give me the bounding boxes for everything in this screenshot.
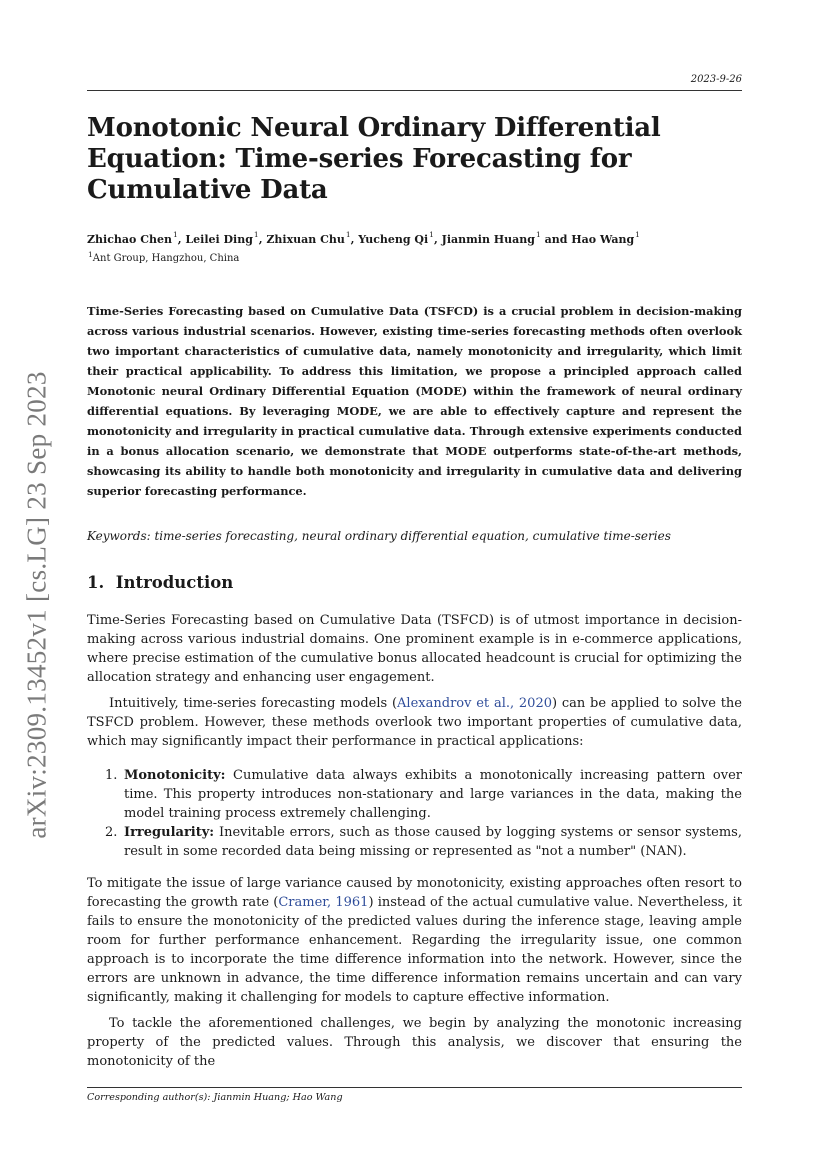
paper-page <box>87 0 742 1171</box>
paragraph: To mitigate the issue of large variance caused by monotonicity, existing approaches often resort to forecasting the growth rate (Cramer, 1961) instead of the actual cumulative value. Nevertheless, it fails to ensure the monotonicity of the predicted values during the inference stage, leaving ample room for further performance enhancement. Regarding the irregularity issue, one common approach is to incorporate the time difference information into the network. However, since the errors are unknown in advance, the time difference information remains uncertain and can vary significantly, making it challenging for models to capture effective information. <box>87 876 742 1005</box>
keywords: Keywords: time-series forecasting, neural ordinary differential equation, cumulative time-series <box>87 529 671 543</box>
author-list <box>87 230 640 246</box>
author: Zhichao Chen$^1$, <box>87 230 186 246</box>
abstract: Time-Series Forecasting based on Cumulative Data (TSFCD) is a crucial problem in decision-making across various industrial scenarios. However, existing time-series forecasting methods often overlook two important characteristics of cumulative data, namely monotonicity and irregularity, which limit their practical applicability. To address this limitation, we propose a principled approach called Monotonic neural Ordinary Differential Equation (MODE) within the framework of neural ordinary differential equations. By leveraging MODE, we are able to effectively capture and represent the monotonicity and irregularity in practical cumulative data. Through extensive experiments conducted in a bonus allocation scenario, we demonstrate that MODE outperforms state-of-the-art methods, showcasing its ability to handle both monotonicity and irregularity in cumulative data and delivering superior forecasting performance. <box>87 304 742 498</box>
section-heading: 1. Introduction <box>87 573 234 592</box>
citation-link[interactable]: Cramer, 1961 <box>278 895 369 910</box>
paragraph: Intuitively, time-series forecasting models (Alexandrov et al., 2020) can be applied to solve the TSFCD problem. However, these methods overlook two important properties of cumulative data, which may significantly impact their performance in practical applications: <box>87 696 742 749</box>
header-date: 2023-9-26 <box>690 74 742 85</box>
header-rule <box>87 90 742 91</box>
paragraph: To tackle the aforementioned challenges, we begin by analyzing the monotonic increasing property of the predicted values. Through this analysis, we discover that ensuring the monotonicity of the <box>87 1016 742 1069</box>
footnote-rule <box>87 1087 742 1088</box>
paragraph: Time-Series Forecasting based on Cumulative Data (TSFCD) is of utmost importance in decision-making across various industrial domains. One prominent example is in e-commerce applications, where precise estimation of the cumulative bonus allocated headcount is crucial for optimizing the allocation strategy and enhancing user engagement. <box>87 613 742 685</box>
author: Hao Wang$^1$ <box>571 230 640 246</box>
author: Zhixuan Chu$^1$, <box>266 230 359 246</box>
affiliation: $^1$Ant Group, Hangzhou, China <box>88 250 240 264</box>
introduction-body <box>87 611 742 1071</box>
paper-title: Monotonic Neural Ordinary Differential Equation: Time-series Forecasting for Cumulative Data <box>87 113 661 205</box>
arxiv-identifier-stamp: arXiv:2309.13452v1 [cs.LG] 23 Sep 2023 <box>21 371 52 839</box>
numbered-list <box>87 766 742 861</box>
author: Jianmin Huang$^1$ and <box>441 230 572 246</box>
author: Leilei Ding$^1$, <box>185 230 267 246</box>
citation-link[interactable]: Alexandrov et al., 2020 <box>397 696 552 711</box>
corresponding-author-footnote: Corresponding author(s): Jianmin Huang; Hao Wang <box>87 1092 343 1103</box>
list-item: 1. Monotonicity: Cumulative data always exhibits a monotonically increasing pattern over time. This property introduces non-stationary and large variances in the data, making the model training process extremely challenging. <box>105 768 742 821</box>
author: Yucheng Qi$^1$, <box>358 230 442 246</box>
list-item: 2. Irregularity: Inevitable errors, such as those caused by logging systems or sensor systems, result in some recorded data being missing or represented as "not a number" (NAN). <box>105 825 742 859</box>
